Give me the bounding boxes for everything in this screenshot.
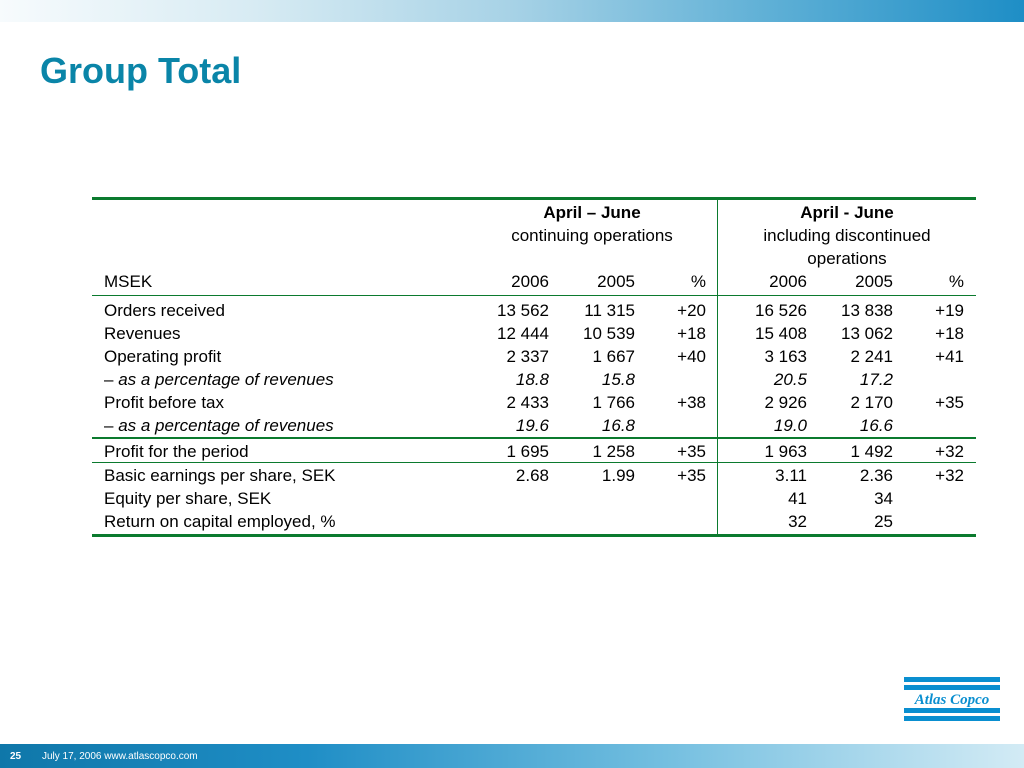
table-cell: 34 — [874, 489, 893, 508]
column-header: % — [690, 272, 706, 291]
table-cell: +40 — [677, 347, 706, 366]
table-cell: 18.8 — [515, 370, 549, 389]
table-cell: 1 492 — [850, 442, 893, 461]
table-cell: 1 766 — [592, 393, 635, 412]
table-cell: +19 — [935, 301, 964, 320]
table-cell: 15 408 — [755, 324, 807, 343]
row-label: Basic earnings per share, SEK — [104, 466, 336, 485]
table-cell: 2 433 — [506, 393, 549, 412]
table-cell: +20 — [677, 301, 706, 320]
footer-page-number: 25 — [10, 751, 22, 762]
table-cell: +32 — [935, 442, 964, 461]
footer-date-url: July 17, 2006 www.atlascopco.com — [42, 751, 198, 762]
column-header: 2006 — [511, 272, 549, 291]
row-label: Orders received — [104, 301, 225, 320]
table-cell: +18 — [935, 324, 964, 343]
top-gradient-bar — [0, 0, 1024, 22]
column-header: 2006 — [769, 272, 807, 291]
table-cell: 3.11 — [775, 466, 807, 485]
group1-title: April – June — [543, 203, 641, 222]
financial-table — [92, 197, 976, 537]
row-label: Return on capital employed, % — [104, 512, 336, 531]
table-cell: 19.0 — [773, 416, 807, 435]
atlas-copco-logo — [904, 677, 1000, 721]
table-cell: 11 315 — [584, 301, 635, 320]
table-cell: +35 — [677, 442, 706, 461]
table-cell: 13 838 — [841, 301, 893, 320]
table-cell: +38 — [677, 393, 706, 412]
row-label: Equity per share, SEK — [104, 489, 272, 508]
table-cell: 1 667 — [592, 347, 635, 366]
row-label: Operating profit — [104, 347, 222, 366]
column-header: 2005 — [597, 272, 635, 291]
table-cell: 15.8 — [601, 370, 635, 389]
table-cell: 16.6 — [859, 416, 893, 435]
table-cell: 1 258 — [592, 442, 635, 461]
table-cell: 3 163 — [764, 347, 807, 366]
table-cell: 1 963 — [764, 442, 807, 461]
column-header: 2005 — [855, 272, 893, 291]
table-cell: 2 337 — [506, 347, 549, 366]
section-rule-2 — [92, 462, 976, 463]
row-label: Profit before tax — [104, 393, 225, 412]
table-cell: 25 — [874, 512, 893, 531]
row-label: – as a percentage of revenues — [104, 416, 334, 435]
group-divider — [717, 197, 718, 537]
table-cell: 17.2 — [859, 370, 893, 389]
table-cell: +18 — [677, 324, 706, 343]
table-cell: +35 — [677, 466, 706, 485]
table-cell: 2 170 — [850, 393, 893, 412]
table-cell: 2 241 — [850, 347, 893, 366]
table-cell: 10 539 — [583, 324, 635, 343]
logo-text: Atlas Copco — [914, 692, 990, 708]
section-rule-1 — [92, 437, 976, 439]
table-cell: 1 695 — [506, 442, 549, 461]
table-cell: 1.99 — [601, 466, 635, 485]
table-cell: 13 062 — [841, 324, 893, 343]
table-cell: +35 — [935, 393, 964, 412]
page-title: Group Total — [40, 50, 242, 91]
table-cell: +41 — [935, 347, 964, 366]
row-label: Profit for the period — [104, 442, 249, 461]
row-label: Revenues — [104, 324, 181, 343]
table-cell: 16 526 — [755, 301, 807, 320]
header-rule — [92, 295, 976, 296]
table-cell: 19.6 — [515, 416, 549, 435]
table-cell: 2 926 — [764, 393, 807, 412]
row-label: – as a percentage of revenues — [104, 370, 334, 389]
table-top-rule — [92, 197, 976, 200]
unit-label: MSEK — [104, 272, 153, 291]
table-cell: 2.36 — [859, 466, 893, 485]
table-bottom-rule — [92, 534, 976, 537]
group2-subtitle: including discontinued — [763, 226, 931, 245]
table-cell: 32 — [788, 512, 807, 531]
table-cell: 20.5 — [773, 370, 807, 389]
table-cell: 12 444 — [497, 324, 549, 343]
group2-subtitle-line2: operations — [807, 249, 887, 268]
group1-subtitle: continuing operations — [511, 226, 673, 245]
table-cell: 41 — [788, 489, 807, 508]
table-cell: 2.68 — [515, 466, 549, 485]
column-header: % — [948, 272, 964, 291]
table-cell: 16.8 — [601, 416, 635, 435]
table-cell: +32 — [935, 466, 964, 485]
group2-title: April - June — [800, 203, 894, 222]
table-cell: 13 562 — [497, 301, 549, 320]
